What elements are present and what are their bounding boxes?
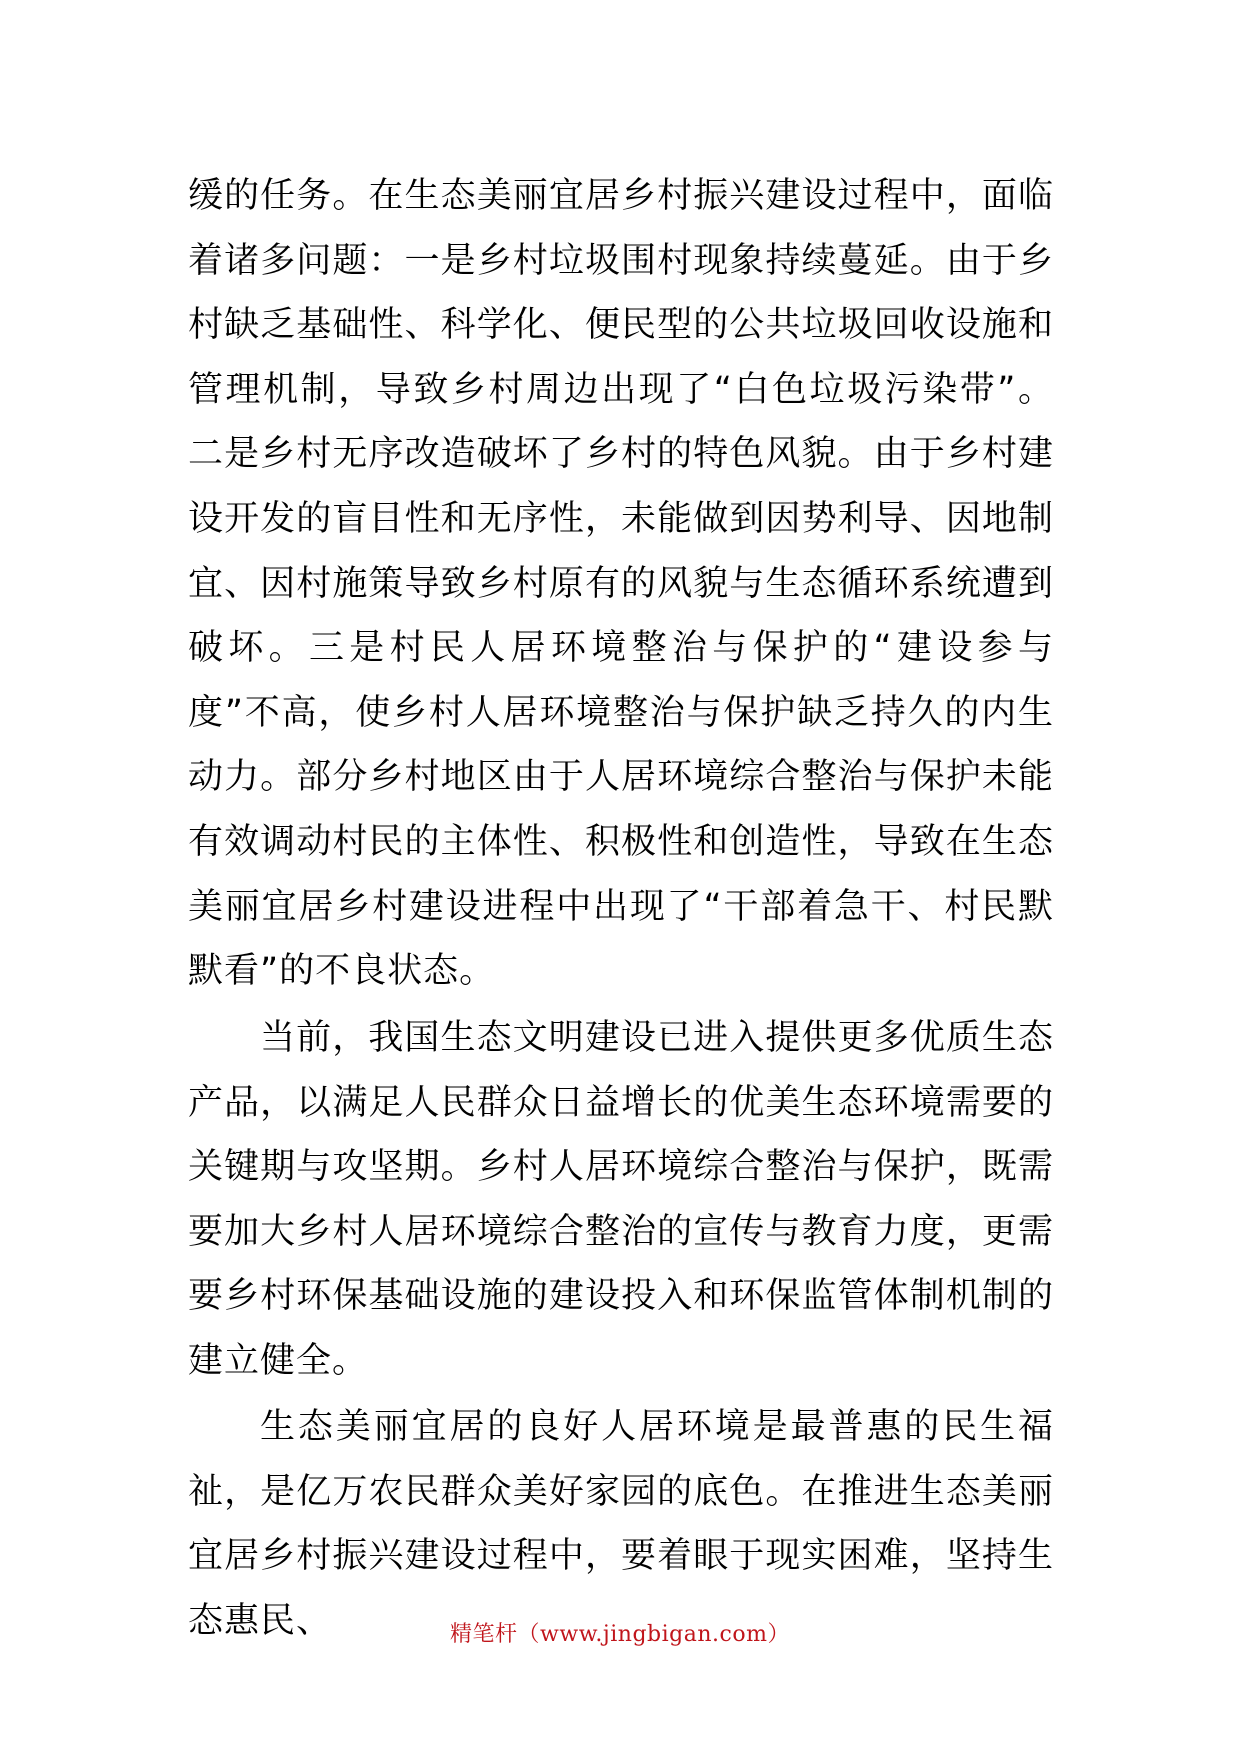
body-paragraph-3: 生态美丽宜居的良好人居环境是最普惠的民生福祉，是亿万农民群众美好家园的底色。在推进生态美丽宜居乡村振兴建设过程中，要着眼于现实困难，坚持生态惠民、 xyxy=(188,1407,1054,1641)
footer-watermark: 精笔杆（www.jingbigan.com） xyxy=(450,1622,790,1647)
body-paragraph-1: 缓的任务。在生态美丽宜居乡村振兴建设过程中，面临着诸多问题：一是乡村垃圾围村现象持续蔓延。由于乡村缺乏基础性、科学化、便民型的公共垃圾回收设施和管理机制，导致乡村周边出现了“白色垃圾污染带”。二是乡村无序改造破坏了乡村的特色风貌。由于乡村建设开发的盲目性和无序性，未能做到因势利导、因地制宜、因村施策导致乡村原有的风貌与生态循环系统遭到破坏。三是村民人居环境整治与保护的“建设参与度”不高，使乡村人居环境整治与保护缺乏持久的内生动力。部分乡村地区由于人居环境综合整治与保护未能有效调动村民的主体性、积极性和创造性，导致在生态美丽宜居乡村建设进程中出现了“干部着急干、村民默默看”的不良状态。 xyxy=(188,176,1054,992)
body-paragraph-2: 当前，我国生态文明建设已进入提供更多优质生态产品，以满足人民群众日益增长的优美生态环境需要的关键期与攻坚期。乡村人居环境综合整治与保护，既需要加大乡村人居环境综合整治的宣传与教育力度，更需要乡村环保基础设施的建设投入和环保监管体制机制的建立健全。 xyxy=(188,1018,1054,1381)
